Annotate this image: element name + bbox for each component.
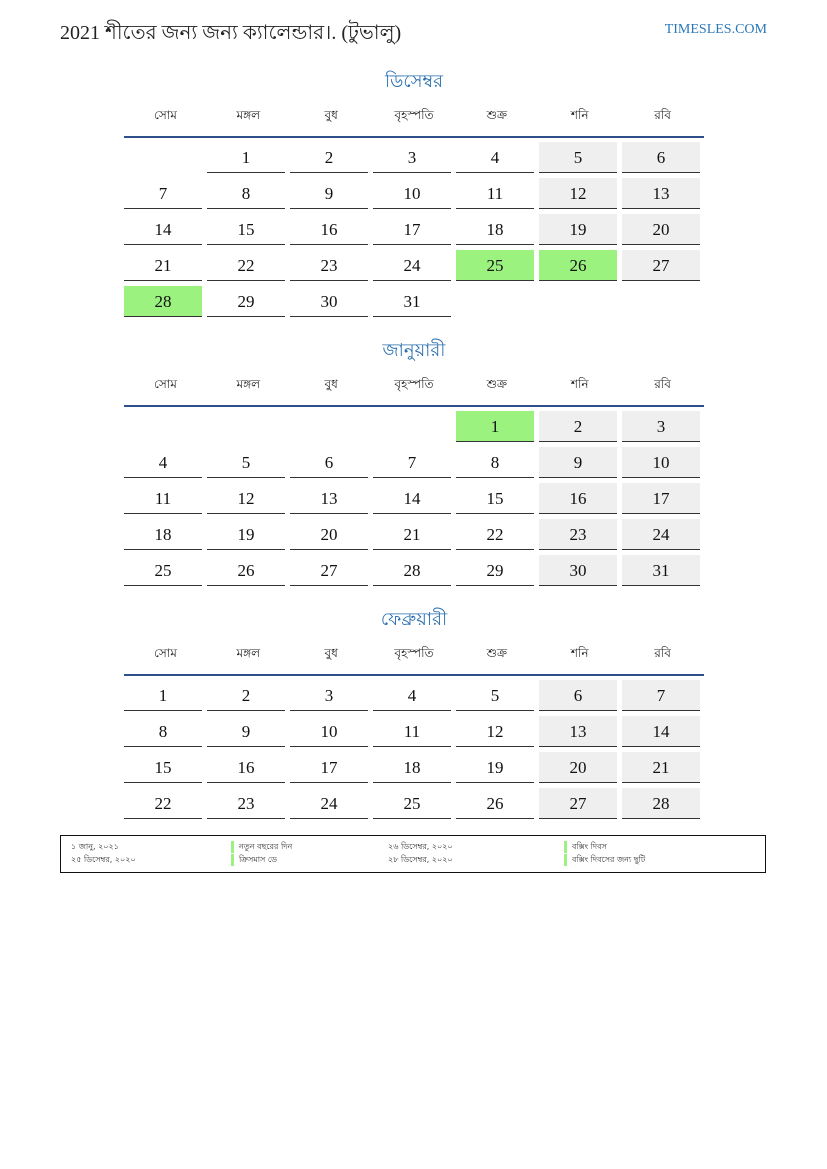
day-cell: 6 [622,142,700,173]
day-cell: 2 [207,680,285,711]
day-cell: 10 [622,447,700,478]
legend-holiday-name: ক্রিসমাস ডে [231,854,277,866]
day-cell: 19 [539,214,617,245]
weekday-label: রবি [654,377,671,391]
day-cell: 30 [290,286,368,317]
day-cell: 27 [290,555,368,586]
day-cell: 24 [622,519,700,550]
day-cell: 31 [622,555,700,586]
holiday-legend [60,835,766,873]
day-cell: 17 [290,752,368,783]
day-cell: 8 [207,178,285,209]
site-link[interactable]: TIMESLES.COM [664,22,767,37]
weekday-label: রবি [654,108,671,122]
day-cell: 9 [290,178,368,209]
weekday-label: বুধ [324,377,338,391]
day-cell: 22 [124,788,202,819]
day-cell: 29 [456,555,534,586]
weekday-header [124,636,704,676]
legend-date: ১ জানু, ২০২১ [71,842,119,851]
month-title: ফেব্রুয়ারী [380,609,448,629]
day-cell: 19 [207,519,285,550]
day-cell: 24 [290,788,368,819]
weekday-label: শনি [570,108,589,122]
day-cell: 4 [124,447,202,478]
empty-day-cell [539,286,617,317]
day-cell: 17 [373,214,451,245]
day-cell: 31 [373,286,451,317]
day-cell: 16 [207,752,285,783]
weekday-label: শুক্র [486,646,508,660]
weekday-label: বৃহস্পতি [394,646,434,660]
day-cell: 18 [456,214,534,245]
month-february [124,606,704,824]
empty-day-cell [622,286,700,317]
day-cell: 24 [373,250,451,281]
day-cell: 15 [456,483,534,514]
month-title: ডিসেম্বর [384,71,444,91]
weekday-label: মঙ্গল [236,646,261,660]
week-row [124,788,704,824]
day-cell: 30 [539,555,617,586]
day-cell: 15 [207,214,285,245]
day-cell: 28 [622,788,700,819]
day-cell: 3 [622,411,700,442]
day-cell: 23 [290,250,368,281]
weekday-header [124,367,704,407]
day-cell: 16 [290,214,368,245]
day-cell: 20 [622,214,700,245]
day-cell: 4 [456,142,534,173]
calendar-grid [124,138,704,322]
month-december [124,68,704,322]
empty-day-cell [124,411,202,442]
day-cell: 10 [373,178,451,209]
day-cell: 25 [456,250,534,281]
legend-date: ২৬ ডিসেম্বর, ২০২০ [388,842,453,851]
empty-day-cell [373,411,451,442]
day-cell: 2 [290,142,368,173]
legend-holiday-name: বক্সিং দিবসের জন্য ছুটি [564,854,645,866]
day-cell: 1 [207,142,285,173]
week-row [124,250,704,286]
day-cell: 26 [539,250,617,281]
day-cell: 21 [124,250,202,281]
day-cell: 5 [456,680,534,711]
day-cell: 2 [539,411,617,442]
day-cell: 14 [622,716,700,747]
day-cell: 3 [290,680,368,711]
day-cell: 21 [622,752,700,783]
day-cell: 8 [456,447,534,478]
weekday-header [124,98,704,138]
week-row [124,142,704,178]
weekday-label: বুধ [324,646,338,660]
day-cell: 12 [456,716,534,747]
day-cell: 5 [207,447,285,478]
day-cell: 22 [207,250,285,281]
day-cell: 20 [290,519,368,550]
day-cell: 13 [290,483,368,514]
day-cell: 23 [539,519,617,550]
day-cell: 28 [124,286,202,317]
month-january [124,337,704,591]
day-cell: 27 [539,788,617,819]
week-row [124,214,704,250]
week-row [124,447,704,483]
day-cell: 13 [622,178,700,209]
day-cell: 7 [622,680,700,711]
day-cell: 21 [373,519,451,550]
week-row [124,483,704,519]
month-title: জানুয়ারী [382,340,446,360]
day-cell: 5 [539,142,617,173]
day-cell: 17 [622,483,700,514]
day-cell: 16 [539,483,617,514]
weekday-label: শনি [570,377,589,391]
day-cell: 14 [124,214,202,245]
weekday-label: শুক্র [486,377,508,391]
week-row [124,716,704,752]
day-cell: 19 [456,752,534,783]
day-cell: 12 [539,178,617,209]
day-cell: 9 [539,447,617,478]
day-cell: 25 [124,555,202,586]
day-cell: 10 [290,716,368,747]
day-cell: 20 [539,752,617,783]
weekday-label: বৃহস্পতি [394,377,434,391]
day-cell: 7 [124,178,202,209]
empty-day-cell [124,142,202,173]
day-cell: 11 [373,716,451,747]
week-row [124,411,704,447]
day-cell: 26 [456,788,534,819]
day-cell: 11 [456,178,534,209]
weekday-label: বুধ [324,108,338,122]
page-title: 2021 শীতের জন্য জন্য ক্যালেন্ডার।. (টুভালু) [60,22,402,44]
legend-date: ২৫ ডিসেম্বর, ২০২০ [71,855,136,864]
day-cell: 22 [456,519,534,550]
day-cell: 11 [124,483,202,514]
week-row [124,555,704,591]
legend-holiday-name: নতুন বছরের দিন [231,841,292,853]
day-cell: 4 [373,680,451,711]
week-row [124,519,704,555]
week-row [124,680,704,716]
day-cell: 3 [373,142,451,173]
empty-day-cell [290,411,368,442]
day-cell: 1 [456,411,534,442]
day-cell: 6 [539,680,617,711]
empty-day-cell [456,286,534,317]
weekday-label: শনি [570,646,589,660]
calendar-grid [124,676,704,824]
empty-day-cell [207,411,285,442]
weekday-label: সোম [153,377,177,391]
day-cell: 1 [124,680,202,711]
day-cell: 25 [373,788,451,819]
day-cell: 28 [373,555,451,586]
weekday-label: মঙ্গল [236,108,261,122]
day-cell: 29 [207,286,285,317]
weekday-label: মঙ্গল [236,377,261,391]
day-cell: 18 [373,752,451,783]
day-cell: 26 [207,555,285,586]
weekday-label: বৃহস্পতি [394,108,434,122]
day-cell: 7 [373,447,451,478]
week-row [124,286,704,322]
day-cell: 9 [207,716,285,747]
day-cell: 23 [207,788,285,819]
weekday-label: শুক্র [486,108,508,122]
day-cell: 8 [124,716,202,747]
day-cell: 15 [124,752,202,783]
weekday-label: রবি [654,646,671,660]
legend-holiday-name: বক্সিং দিবস [564,841,607,853]
weekday-label: সোম [153,646,177,660]
legend-date: ২৮ ডিসেম্বর, ২০২০ [388,855,453,864]
day-cell: 18 [124,519,202,550]
day-cell: 14 [373,483,451,514]
week-row [124,178,704,214]
weekday-label: সোম [153,108,177,122]
calendar-grid [124,407,704,591]
week-row [124,752,704,788]
day-cell: 12 [207,483,285,514]
day-cell: 27 [622,250,700,281]
day-cell: 6 [290,447,368,478]
day-cell: 13 [539,716,617,747]
